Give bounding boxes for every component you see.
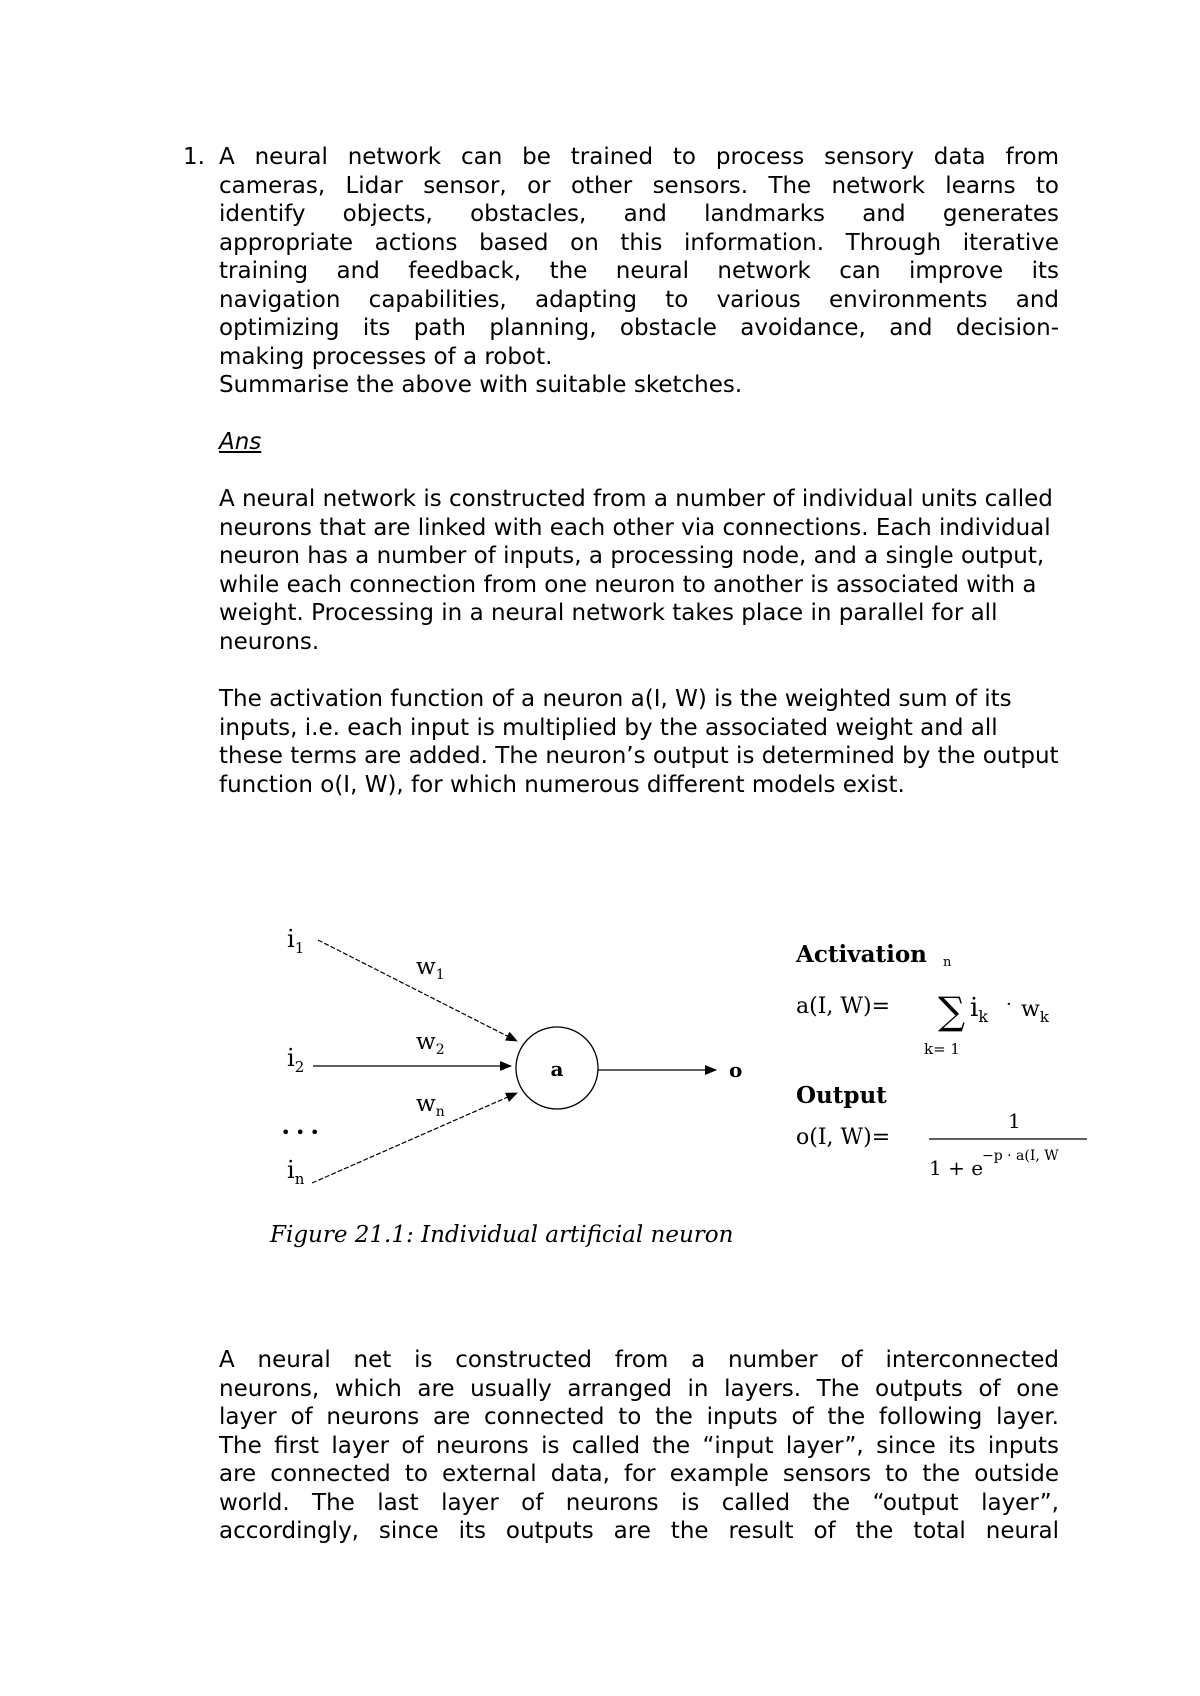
question-line: optimizing its path planning, obstacle avoidance, and decision- [219, 315, 1059, 341]
weight-wn-label: $w_n$ [416, 1091, 445, 1120]
question-instruction: Summarise the above with suitable sketches. [219, 372, 743, 398]
paragraph-line: world. The last layer of neurons is called the “output layer”, [219, 1489, 1059, 1516]
question-number: 1. [183, 144, 205, 170]
paragraph-line: The first layer of neurons is called the “input layer”, since its inputs [219, 1432, 1059, 1459]
figure-caption: Figure 21.1: Individual artificial neuron [270, 1222, 734, 1248]
paragraph-line: neurons, which are usually arranged in layers. The outputs of one [219, 1375, 1059, 1402]
weight-w2-label: $w_2$ [416, 1029, 445, 1058]
output-numerator: 1 [1008, 1109, 1021, 1133]
input-in-label: $i_n$ [287, 1156, 305, 1188]
neuron-node-label: a [550, 1057, 564, 1081]
answer-paragraph-1-text: A neural network is constructed from a number of individual units called neurons that are linked with each other via connections. Each individual neuron has a number of inputs, a processing node, and a single output, while each connection from one neuron to another is associated with a weight. Processing in a neural network takes place in parallel for all neurons. [219, 486, 1053, 655]
question-line: identify objects, obstacles, and landmarks and generates [219, 201, 1059, 227]
input-i1-label: $i_1$ [287, 925, 305, 957]
output-lhs: o(I, W)= [796, 1125, 891, 1150]
activation-title: Activation [796, 941, 927, 968]
activation-term-i: $i_k$ [970, 993, 989, 1026]
input-ellipsis: • • • [281, 1123, 320, 1142]
connection-wn [312, 1093, 517, 1183]
question-line: making processes of a robot. [219, 343, 553, 370]
input-i2-label: $i_2$ [287, 1044, 305, 1076]
sum-upper-limit: n [943, 955, 952, 970]
question-line: appropriate actions based on this information. Through iterative [219, 229, 1059, 256]
paragraph-line: accordingly, since its outputs are the result of the total neural [219, 1518, 1059, 1544]
sum-lower-limit: k= 1 [924, 1040, 960, 1058]
answer-label: Ans [219, 429, 262, 455]
activation-lhs: a(I, W)= [796, 994, 891, 1019]
question-line: A neural network can be trained to process sensory data from [219, 144, 1059, 170]
activation-term-w: $w_k$ [1021, 997, 1049, 1026]
output-denominator: 1 + e [929, 1156, 984, 1180]
paragraph-line: layer of neurons are connected to the inputs of the following layer. [219, 1404, 1059, 1430]
question-line: navigation capabilities, adapting to various environments and [219, 286, 1059, 313]
answer-paragraph-2-text: The activation function of a neuron a(I, W) is the weighted sum of its inputs, i.e. each input is multiplied by the associated weight and all these terms are added. The neuron’s output is determined by the output function o(I, W), for which numerous different models exist. [219, 686, 1059, 798]
output-o-label: o [729, 1058, 743, 1082]
weight-w1-label: $w_1$ [416, 954, 445, 983]
output-exponent: −p · a(I, W [982, 1148, 1059, 1164]
answer-paragraph-3 [219, 1346, 1059, 1546]
paragraph-line: are connected to external data, for example sensors to the outside [219, 1461, 1059, 1487]
question-line: training and feedback, the neural network can improve its [219, 258, 1059, 284]
activation-term-dot: · [1006, 994, 1012, 1015]
output-title: Output [796, 1082, 887, 1109]
paragraph-line: A neural net is constructed from a number of interconnected [219, 1347, 1059, 1373]
sum-sign: ∑ [938, 989, 966, 1033]
question-line: cameras, Lidar sensor, or other sensors. The network learns to [219, 172, 1059, 199]
